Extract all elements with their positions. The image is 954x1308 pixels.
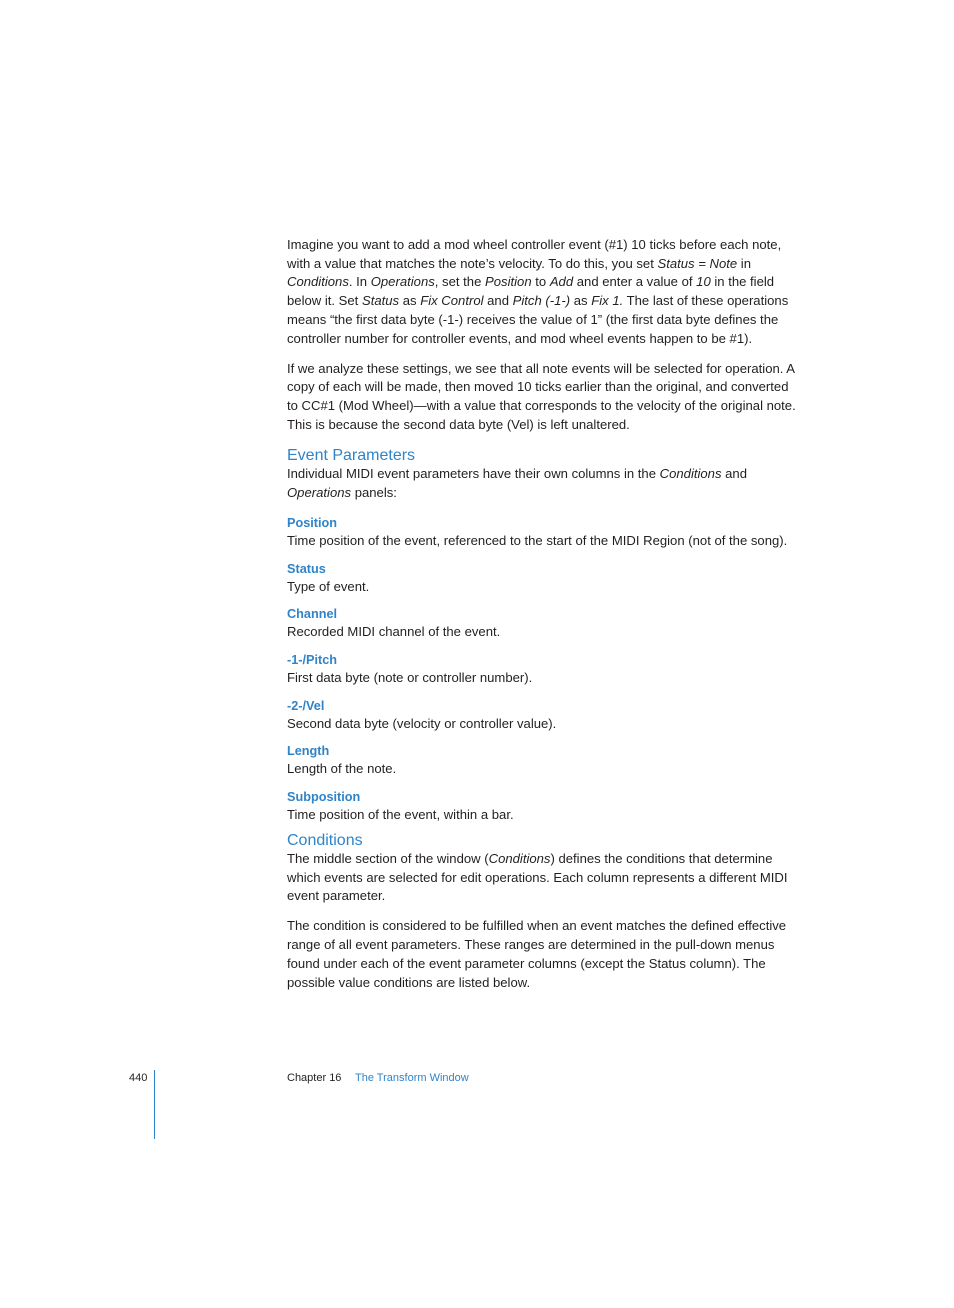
parameter-item <box>287 788 797 825</box>
intro-paragraph-1: Imagine you want to add a mod wheel controller event (#1) 10 ticks before each note, with a value that matches the note’s velocity. To do this, you set Status = Note in Conditions. In Operations, set the Position to Add and enter a value of 10 in the field below it. Set Status as Fix Control and Pitch (-1-) as Fix 1. The last of these operations means “the first data byte (-1-) receives the value of 1” (the first data byte defines the controller number for controller events, and mod wheel events happen to be #1). <box>287 237 789 346</box>
event-parameters-heading: Event Parameters <box>287 447 416 465</box>
parameter-item <box>287 651 797 688</box>
parameter-item <box>287 742 797 779</box>
parameter-item <box>287 605 797 642</box>
parameter-description: Second data byte (velocity or controller value). <box>287 715 557 731</box>
parameter-description: First data byte (note or controller number). <box>287 670 533 686</box>
parameter-description: Time position of the event, within a bar. <box>287 807 514 823</box>
emphasis-text: Conditions <box>659 466 722 482</box>
conditions-paragraph-1: The middle section of the window (Conditions) defines the conditions that determine which events are selected for edit operations. Each column represents a different MIDI event parameter. <box>287 850 788 904</box>
intro-paragraph-2: If we analyze these settings, we see that all note events will be selected for operation. A copy of each will be made, then moved 10 ticks earlier than the original, and converted to CC#1 (Mod Wheel)—with a value that corresponds to the velocity of the original note. This is because the second data byte (Vel) is left unaltered. <box>287 360 796 432</box>
parameter-description: Recorded MIDI channel of the event. <box>287 624 501 640</box>
emphasis-text: Fix Control <box>420 293 484 309</box>
emphasis-text: Conditions <box>287 274 349 290</box>
emphasis-text: 10 <box>696 274 711 290</box>
footer-divider <box>154 1070 155 1139</box>
parameter-item <box>287 697 797 734</box>
parameter-name: Length <box>287 744 330 759</box>
conditions-heading: Conditions <box>287 831 363 849</box>
parameter-name: -2-/Vel <box>287 698 325 713</box>
parameter-name: Position <box>287 515 338 530</box>
page-footer <box>0 1070 954 1140</box>
emphasis-text: Position <box>485 274 532 290</box>
parameter-item <box>287 514 797 551</box>
emphasis-text: Operations <box>370 274 435 290</box>
emphasis-text: Status = Note <box>657 255 738 271</box>
parameter-description: Time position of the event, referenced to the start of the MIDI Region (not of the song). <box>287 532 788 548</box>
parameter-description: Type of event. <box>287 578 370 594</box>
emphasis-text: Operations <box>287 484 352 500</box>
chapter-label: Chapter 16 <box>287 1072 342 1084</box>
emphasis-text: Pitch (-1-) <box>512 293 571 309</box>
emphasis-text: Add <box>549 274 574 290</box>
parameter-name: -1-/Pitch <box>287 653 338 668</box>
emphasis-text: Conditions <box>488 850 551 866</box>
parameter-name: Status <box>287 561 326 576</box>
parameter-item <box>287 560 797 597</box>
conditions-paragraph-2: The condition is considered to be fulfilled when an event matches the defined effective range of all event parameters. These ranges are determined in the pull-down menus found under each of the event parameter columns (except the Status column). The possible value conditions are listed below. <box>287 918 787 990</box>
page-number: 440 <box>129 1072 148 1084</box>
page-content <box>287 236 797 1004</box>
event-parameters-intro: Individual MIDI event parameters have their own columns in the Conditions and Operations panels: <box>287 466 747 500</box>
emphasis-text: Status <box>361 293 400 309</box>
parameter-description: Length of the note. <box>287 761 397 777</box>
chapter-title: The Transform Window <box>355 1072 469 1084</box>
emphasis-text: Fix 1. <box>591 293 624 309</box>
parameter-name: Subposition <box>287 790 361 805</box>
parameter-list <box>287 514 797 825</box>
parameter-name: Channel <box>287 607 338 622</box>
